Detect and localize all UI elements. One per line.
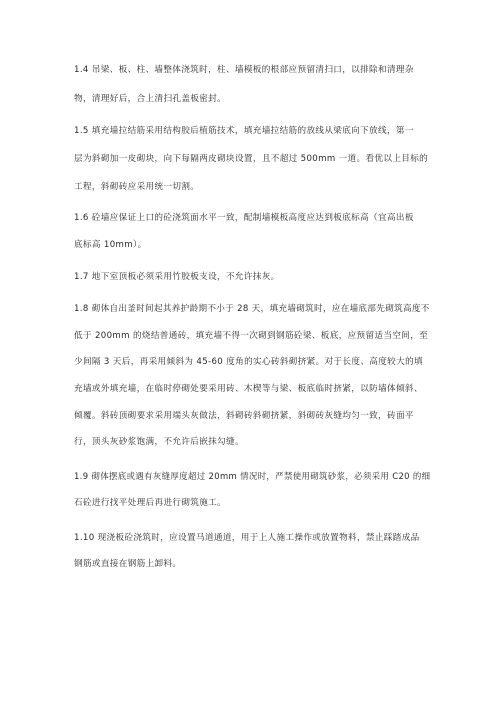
paragraph-1-8-line-6: 行，顶头灰砂浆饱满，不允许后嵌抹勾缝。 <box>74 437 244 447</box>
paragraph-1-10-line-1: 1.10 现浇板砼浇筑时，应设置马道通道，用于上人施工操作或放置物料，禁止踩踏成品 <box>74 533 420 543</box>
paragraph-1-8-line-5: 倾覆。斜砖顶砌要求采用端头灰做法，斜砌砖斜砌挤紧，斜砌砖灰缝均匀一致，砖面平 <box>74 411 414 421</box>
paragraph-1-8-line-3: 少间隔 3 天后，再采用倾斜为 45-60 度角的实心砖斜砌挤紧。对于长度、高度较大的填 <box>74 357 423 367</box>
paragraph-1-4-line-2: 物，清理好后，合上清扫孔盖板密封。 <box>74 94 227 104</box>
paragraph-1-5-line-1: 1.5 填充墙拉结筋采用结构胶后植筋技术，填充墙拉结筋的放线从梁底向下放线，第一 <box>74 126 414 136</box>
paragraph-1-9-line-1: 1.9 砌体摆底或遇有灰缝厚度超过 20mm 情况时，严禁使用砌筑砂浆，必须采用 C20 的细 <box>74 471 431 481</box>
paragraph-1-10-line-2: 钢筋或直接在钢筋上卸料。 <box>74 559 182 569</box>
paragraph-1-8-line-1: 1.8 砌体自出釜时间起其养护龄期不小于 28 天，填充墙砌筑时，应在墙底部先砌筑高度不 <box>74 304 430 314</box>
paragraph-1-4-line-1: 1.4 吊梁、板、柱、墙整体浇筑时，柱、墙模板的根部应预留清扫口，以排除和清理杂 <box>74 65 414 75</box>
paragraph-1-9-line-2: 石砼进行找平处理后再进行砌筑施工。 <box>74 498 227 508</box>
paragraph-1-5-line-3: 工程，斜砌砖应采用统一切割。 <box>74 182 200 192</box>
paragraph-1-8-line-2: 低于 200mm 的烧结普通砖，填充墙不得一次砌到钢筋砼梁、板底，应预留适当空间，至 <box>74 331 429 341</box>
paragraph-1-7-line-1: 1.7 地下室顶板必须采用竹胶板支设，不允许抹灰。 <box>74 272 280 282</box>
paragraph-1-8-line-4: 充墙或外填充墙，在临时停砌处要采用砖、木楔等与梁、板底临时挤紧，以防墙体倾斜、 <box>74 384 423 394</box>
paragraph-1-5-line-2: 层为斜砌加一皮砌块，向下每隔两皮砌块设置，且不超过 500mm 一道。看优以上目标的 <box>74 154 429 164</box>
paragraph-1-6-line-2: 底标高 10mm）。 <box>74 240 147 250</box>
paragraph-1-6-line-1: 1.6 砼墙应保证上口的砼浇筑面水平一致，配制墙模板高度应达到板底标高（宜高出板 <box>74 213 414 223</box>
